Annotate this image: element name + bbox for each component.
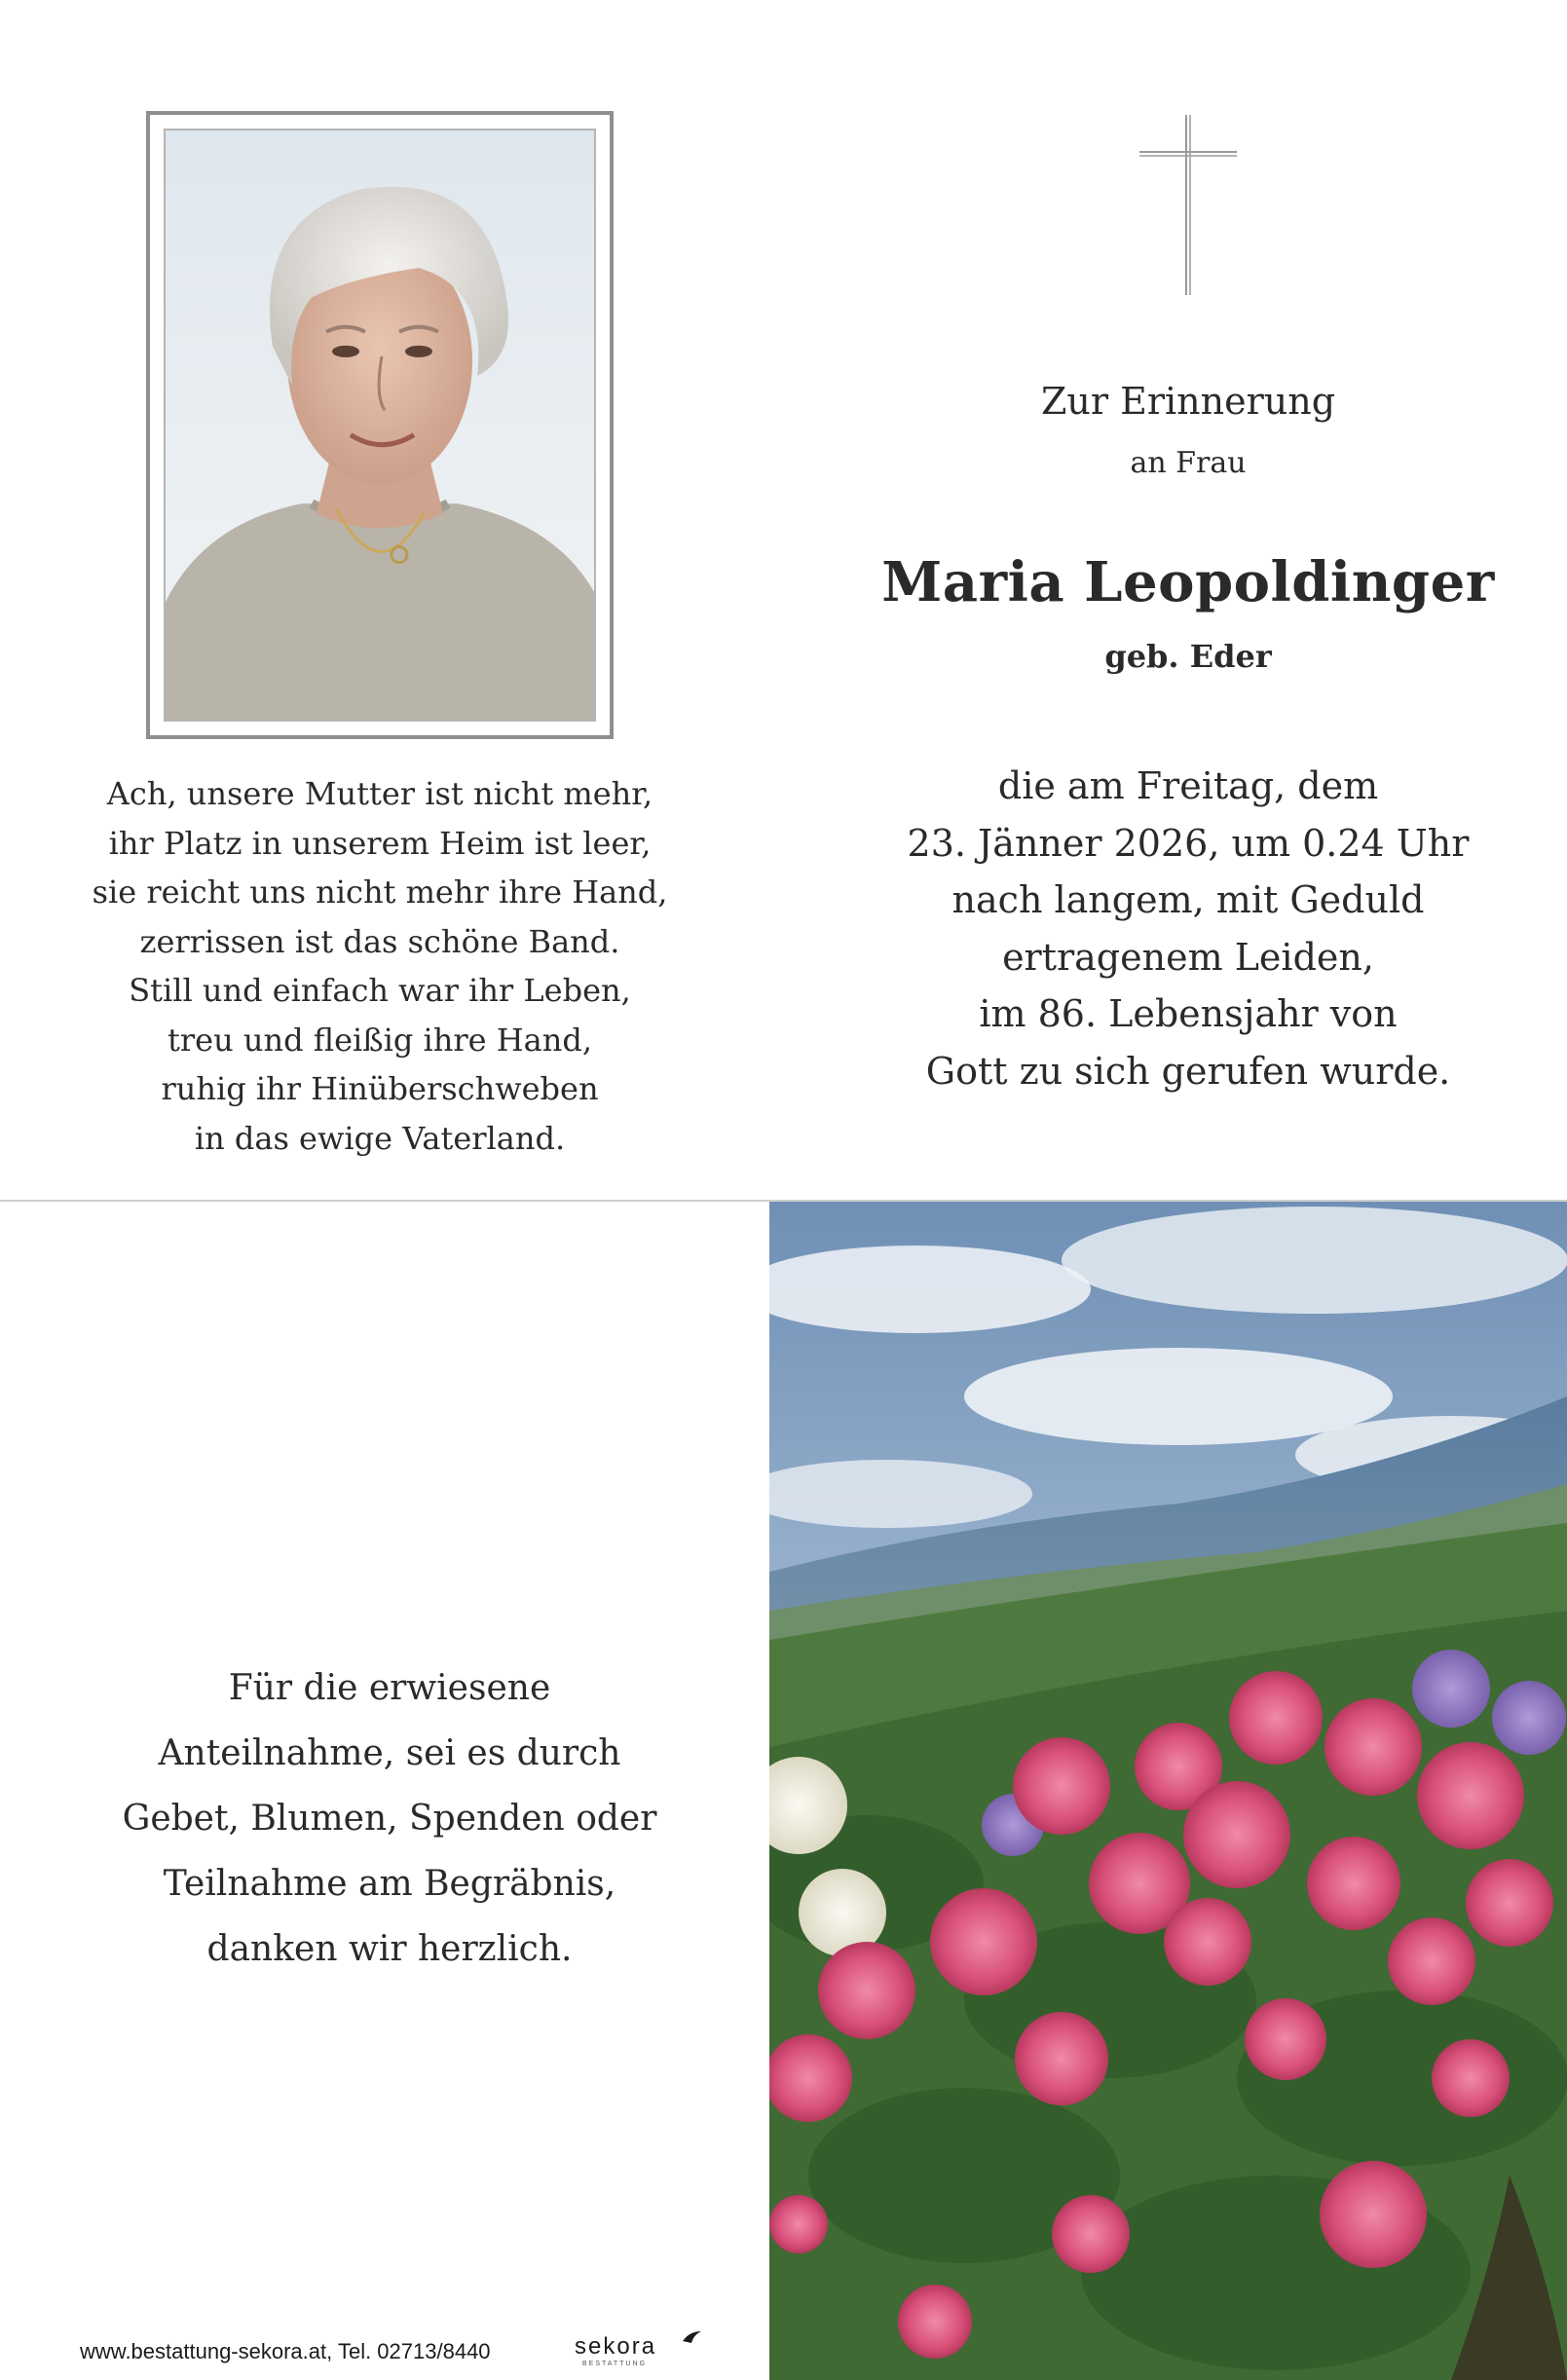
poem-line: Still und einfach war ihr Leben, [129, 972, 631, 1009]
portrait-photo [164, 129, 596, 722]
cross-icon [1139, 115, 1237, 295]
thanks-line: Für die erwiesene [228, 1668, 551, 1708]
maiden-name: geb. Eder [1104, 638, 1272, 675]
memory-title: Zur Erinnerung [1040, 380, 1336, 423]
death-text-line: im 86. Lebensjahr von [979, 992, 1398, 1035]
bird-icon [682, 2329, 703, 2345]
thanks-line: Anteilnahme, sei es durch [158, 1733, 621, 1773]
thanks-line: Gebet, Blumen, Spenden oder [122, 1799, 657, 1839]
footer-contact: www.bestattung-sekora.at, Tel. 02713/8440 [80, 2339, 491, 2363]
poem-line: treu und fleißig ihre Hand, [167, 1021, 593, 1059]
portrait-frame [146, 111, 614, 739]
logo-subtitle: BESTATTUNG [582, 2361, 648, 2367]
thanks-line: Teilnahme am Begräbnis, [163, 1864, 616, 1904]
poem-line: sie reicht uns nicht mehr ihre Hand, [92, 874, 668, 911]
deceased-name: Maria Leopoldinger [881, 550, 1495, 614]
funeral-home-logo [575, 2333, 657, 2367]
death-text-line: 23. Jänner 2026, um 0.24 Uhr [907, 821, 1470, 865]
death-text-line: die am Freitag, dem [997, 764, 1379, 807]
death-text-line: nach langem, mit Geduld [951, 878, 1425, 921]
poem [58, 769, 701, 1163]
poem-line: ruhig ihr Hinüberschweben [161, 1070, 599, 1107]
hydrangea-landscape-photo [769, 1202, 1567, 2380]
poem-line: zerrissen ist das schöne Band. [139, 922, 620, 960]
thanks-text [58, 1655, 721, 1982]
poem-line: in das ewige Vaterland. [194, 1119, 566, 1157]
death-text-line: Gott zu sich gerufen wurde. [925, 1049, 1451, 1093]
thanks-line: danken wir herzlich. [206, 1929, 573, 1969]
poem-line: Ach, unsere Mutter ist nicht mehr, [106, 775, 653, 812]
death-announcement [857, 758, 1519, 1099]
logo-text: sekora [575, 2333, 657, 2360]
memory-subtitle: an Frau [1130, 446, 1247, 480]
poem-line: ihr Platz in unserem Heim ist leer, [108, 824, 652, 862]
death-text-line: ertragenem Leiden, [1002, 935, 1374, 979]
